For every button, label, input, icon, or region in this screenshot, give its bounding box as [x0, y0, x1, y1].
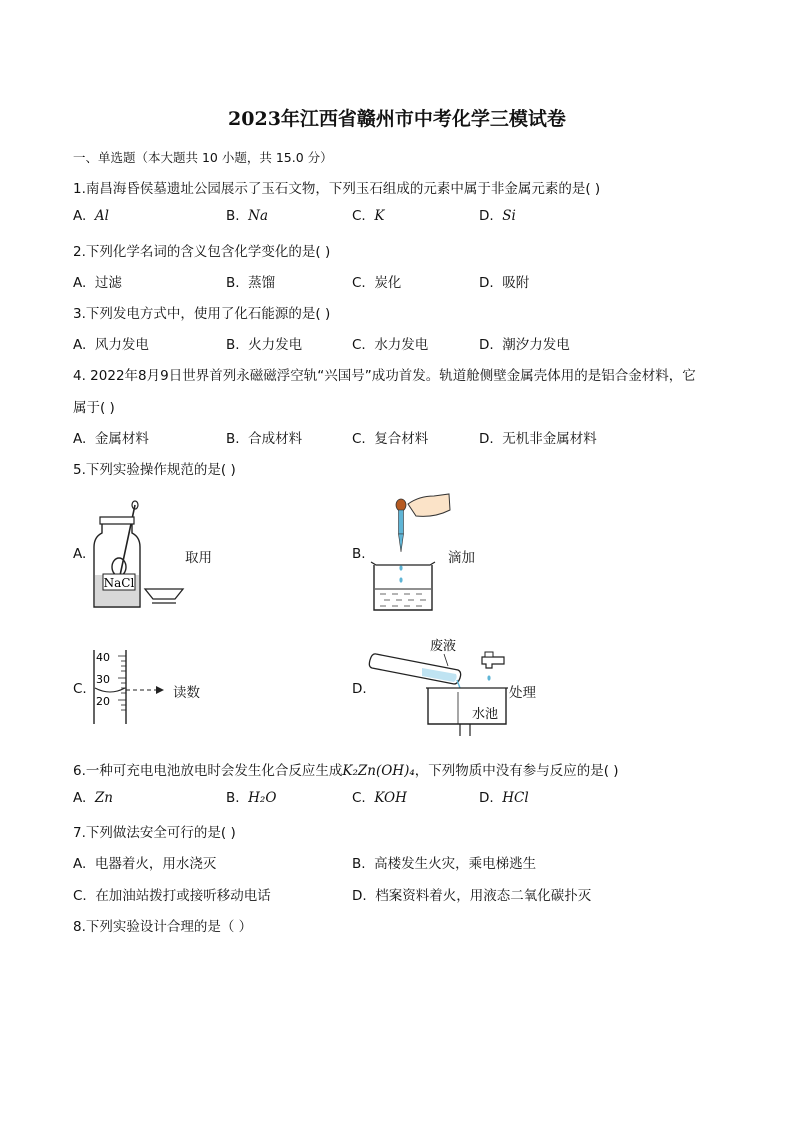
q5-option-d-caption: 处理	[509, 685, 536, 701]
question-4-stem-line2: 属于( )	[73, 400, 115, 416]
q5-option-b-caption: 滴加	[448, 550, 475, 566]
tick-label-40: 40	[96, 651, 110, 664]
question-2-stem: 2.下列化学名词的含义包含化学变化的是( )	[73, 244, 331, 260]
tick-label-30: 30	[96, 673, 110, 686]
q1-option-b[interactable]: B. Na	[226, 208, 269, 224]
faucet-handle	[485, 652, 493, 657]
waste-label: 废液	[430, 639, 457, 654]
q2-option-a[interactable]: A. 过滤	[73, 275, 122, 291]
q5-option-d-letter[interactable]: D.	[352, 681, 367, 697]
q1-option-c[interactable]: C. K	[352, 208, 385, 224]
q3-option-a[interactable]: A. 风力发电	[73, 337, 149, 353]
page-title: 2023年江西省赣州市中考化学三模试卷	[228, 108, 566, 130]
q1-option-d[interactable]: D. Si	[479, 208, 516, 224]
tick-label-20: 20	[96, 695, 110, 708]
q3-option-d[interactable]: D. 潮汐力发电	[479, 337, 570, 353]
q5-option-a-letter[interactable]: A.	[73, 546, 87, 562]
q2-option-c[interactable]: C. 炭化	[352, 275, 402, 291]
q5-option-b-letter[interactable]: B.	[352, 546, 366, 562]
q5-option-a-caption: 取用	[185, 550, 212, 566]
q5-reagent-bottle-figure	[85, 497, 190, 612]
faucet-icon	[482, 657, 504, 668]
q5-option-c-caption: 读数	[173, 685, 200, 701]
dropper-bulb	[396, 499, 406, 511]
dropper-tip	[399, 534, 404, 552]
q6-option-d[interactable]: D. HCl	[479, 790, 529, 806]
bottle-rim	[100, 517, 134, 524]
drain-pipe	[460, 724, 470, 736]
meniscus	[95, 688, 125, 692]
q5-option-c-letter[interactable]: C.	[73, 681, 87, 697]
beaker-rim	[371, 562, 435, 565]
question-5-stem: 5.下列实验操作规范的是( )	[73, 462, 236, 478]
question-7-stem: 7.下列做法安全可行的是( )	[73, 825, 236, 841]
waste-liquid	[422, 668, 457, 682]
q5-cylinder-figure	[86, 648, 176, 728]
q3-option-c[interactable]: C. 水力发电	[352, 337, 429, 353]
waste-pointer	[444, 654, 448, 666]
question-1-stem: 1.南昌海昏侯墓遗址公园展示了玉石文物，下列玉石组成的元素中属于非金属元素的是( )	[73, 181, 601, 197]
q3-option-b[interactable]: B. 火力发电	[226, 337, 303, 353]
eye-icon	[156, 686, 164, 694]
q7-option-c[interactable]: C. 在加油站拨打或接听移动电话	[73, 888, 271, 904]
q5-dropper-figure	[364, 490, 454, 615]
cylinder-ticks	[118, 656, 126, 710]
formula: K₂Zn(OH)₄	[342, 763, 415, 779]
q4-option-d[interactable]: D. 无机非金属材料	[479, 431, 597, 447]
q4-option-c[interactable]: C. 复合材料	[352, 431, 429, 447]
q6-option-c[interactable]: C. KOH	[352, 790, 407, 806]
q6-option-b[interactable]: B. H₂O	[226, 790, 277, 806]
q7-option-a[interactable]: A. 电器着火，用水浇灭	[73, 856, 217, 872]
q2-option-b[interactable]: B. 蒸馏	[226, 275, 276, 291]
hand-icon	[408, 494, 450, 516]
watch-glass	[145, 589, 183, 599]
q1-option-a[interactable]: A. Al	[73, 208, 109, 224]
question-4-stem-line1: 4. 2022年8月9日世界首列永磁磁浮空轨“兴国号”成功首发。轨道舱侧壁金属壳体用的是铝合金材料，它	[73, 368, 696, 384]
question-6-stem: 6.一种可充电电池放电时会发生化合反应生成K₂Zn(OH)₄，下列物质中没有参与反应的是( )	[73, 763, 619, 779]
bottle-label: NaCl	[103, 576, 135, 590]
q6-option-a[interactable]: A. Zn	[73, 790, 113, 806]
q5-waste-figure	[366, 632, 516, 738]
q2-option-d[interactable]: D. 吸附	[479, 275, 530, 291]
section-heading: 一、单选题（本大题共 10 小题，共 15.0 分）	[73, 150, 333, 165]
q7-option-b[interactable]: B. 高楼发生火灾，乘电梯逃生	[352, 856, 537, 872]
question-8-stem: 8.下列实验设计合理的是（ ）	[73, 919, 253, 935]
faucet-drop	[487, 675, 490, 680]
beaker-outline	[374, 565, 432, 610]
sink-label: 水池	[472, 707, 499, 722]
q4-option-a[interactable]: A. 金属材料	[73, 431, 149, 447]
q7-option-d[interactable]: D. 档案资料着火，用液态二氧化碳扑灭	[352, 888, 592, 904]
question-3-stem: 3.下列发电方式中，使用了化石能源的是( )	[73, 306, 331, 322]
drop-1	[399, 565, 402, 570]
spoon-bowl	[112, 558, 126, 576]
dropper-tube	[399, 510, 404, 534]
drop-2	[399, 577, 402, 582]
liquid-hatching	[380, 594, 426, 606]
q4-option-b[interactable]: B. 合成材料	[226, 431, 303, 447]
